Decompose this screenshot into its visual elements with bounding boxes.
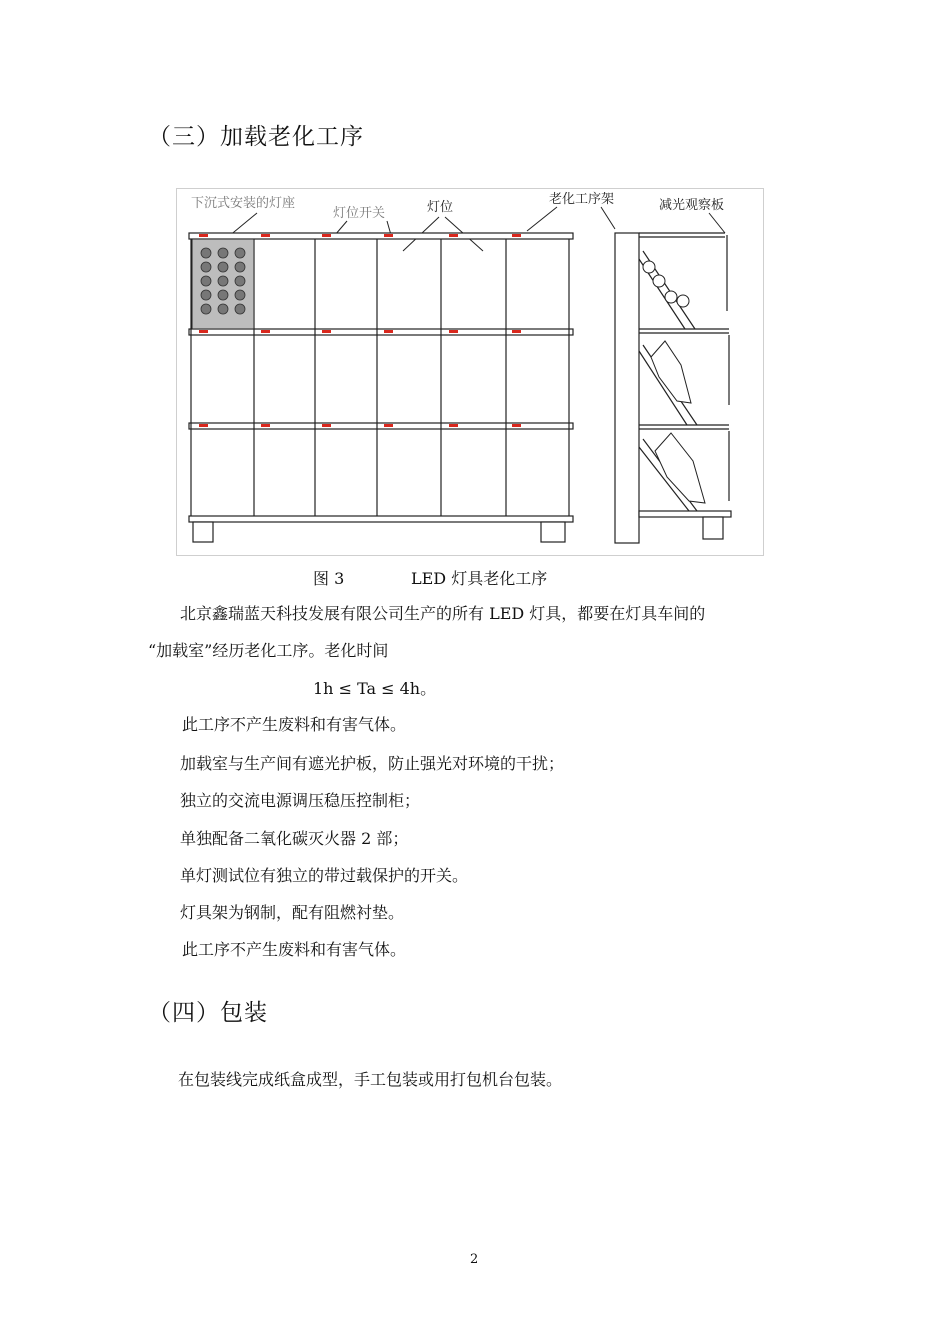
list-item: 此工序不产生废料和有害气体。 bbox=[182, 715, 407, 734]
list-item: 独立的交流电源调压稳压控制柜； bbox=[180, 791, 421, 810]
label-dimming-panel: 减光观察板 bbox=[659, 198, 725, 213]
lamps-under-test bbox=[643, 261, 705, 503]
aging-rack-figure bbox=[176, 188, 764, 556]
section-heading-packaging: （四）包装 bbox=[148, 1000, 268, 1026]
label-lamp-position: 灯位 bbox=[427, 200, 454, 215]
figure-caption-number: 图 3 bbox=[313, 569, 345, 588]
label-lamp-switch: 灯位开关 bbox=[333, 206, 386, 221]
list-item: 灯具架为钢制，配有阻燃衬垫。 bbox=[180, 903, 405, 922]
label-aging-rack: 老化工序架 bbox=[549, 192, 615, 207]
list-item: 单独配备二氧化碳灭火器 2 部； bbox=[180, 829, 409, 848]
paragraph-line: “加载室”经历老化工序。老化时间 bbox=[148, 641, 389, 660]
paragraph-line: 北京鑫瑞蓝天科技发展有限公司生产的所有 LED 灯具，都要在灯具车间的 bbox=[180, 604, 706, 623]
page-number: 2 bbox=[470, 1252, 479, 1267]
aging-time-formula: 1h ≤ Ta ≤ 4h。 bbox=[313, 679, 437, 698]
leader-lines bbox=[211, 207, 725, 251]
section-heading-aging: （三）加载老化工序 bbox=[148, 124, 364, 150]
list-item: 加载室与生产间有遮光护板，防止强光对环境的干扰； bbox=[180, 754, 565, 773]
packaging-text: 在包装线完成纸盒成型，手工包装或用打包机台包装。 bbox=[178, 1070, 563, 1089]
label-recessed-socket: 下沉式安装的灯座 bbox=[191, 196, 296, 211]
list-item: 此工序不产生废料和有害气体。 bbox=[182, 940, 407, 959]
figure-caption-text: LED 灯具老化工序 bbox=[411, 569, 548, 588]
list-item: 单灯测试位有独立的带过载保护的开关。 bbox=[180, 866, 469, 885]
socket-grid bbox=[201, 248, 245, 314]
